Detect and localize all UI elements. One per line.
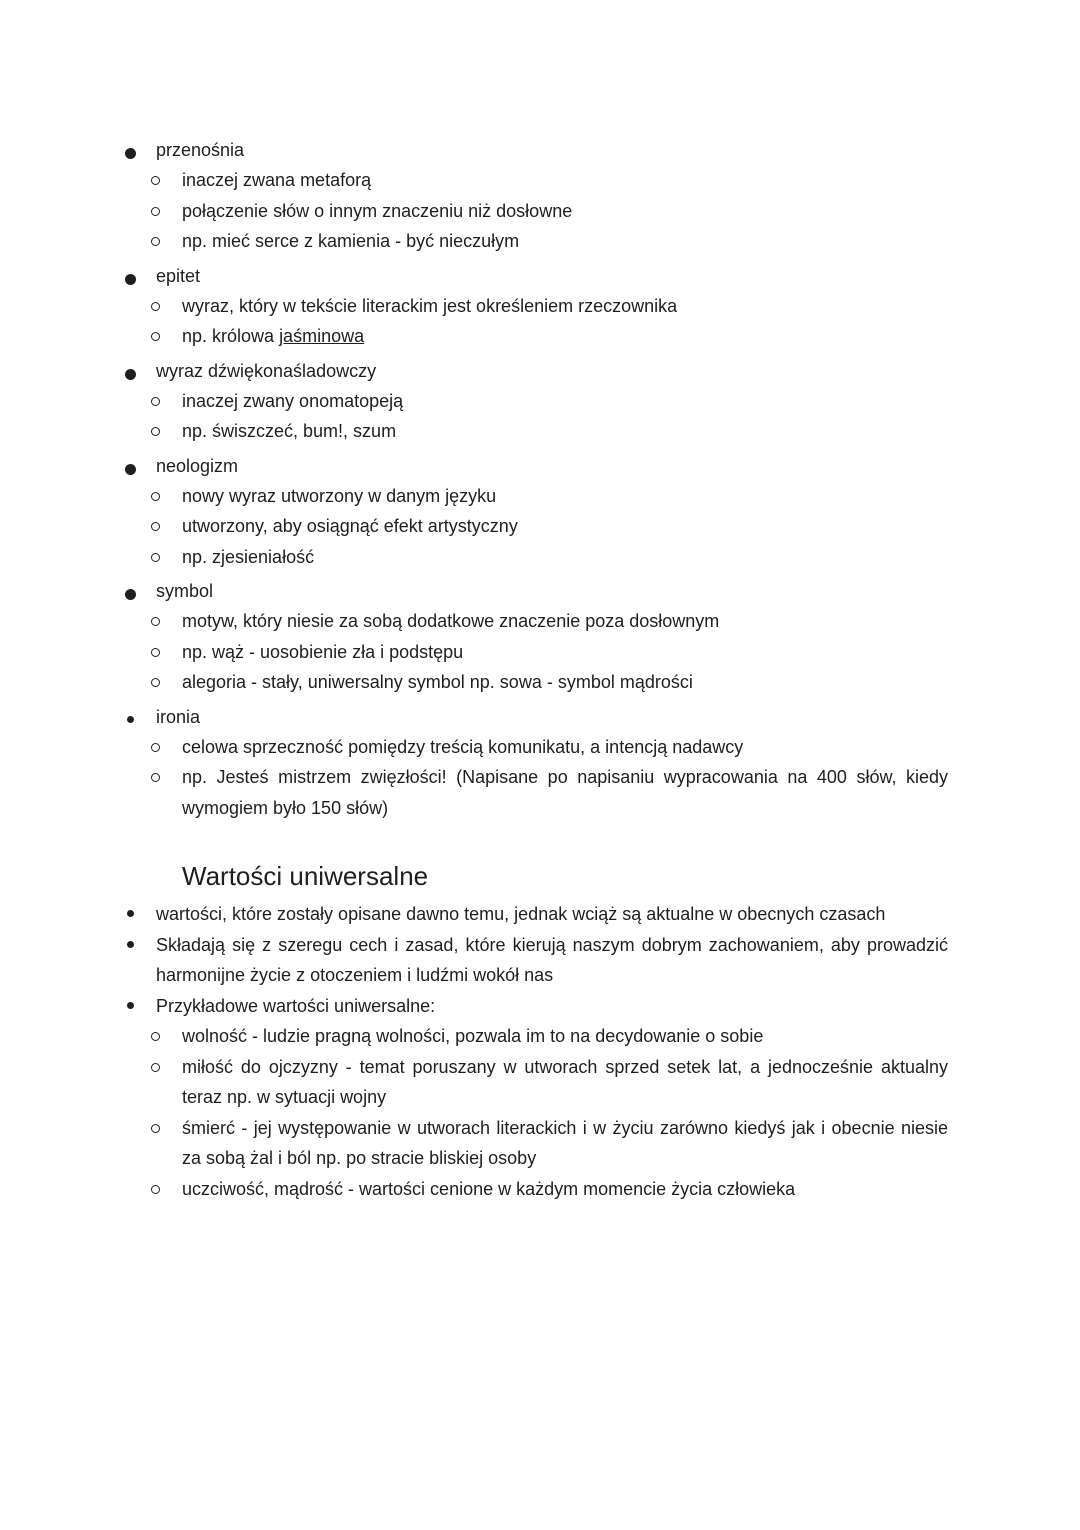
circle-bullet-icon xyxy=(151,332,160,341)
circle-bullet-icon xyxy=(151,648,160,657)
example-text: miłość do ojczyzny - temat poruszany w utworach sprzed setek lat, a jednocześnie aktualny teraz np. w sytuacji wojny xyxy=(182,1056,948,1107)
circle-bullet-icon xyxy=(151,207,160,216)
bullet-icon xyxy=(125,369,136,380)
circle-bullet-icon xyxy=(151,1185,160,1194)
example-prefix: np. królowa xyxy=(182,326,280,346)
point-text: celowa sprzeczność pomiędzy treścią komunikatu, a intencją nadawcy xyxy=(182,736,744,757)
term-label: ironia xyxy=(156,706,201,727)
circle-bullet-icon xyxy=(151,773,160,782)
example-text: wolność - ludzie pragną wolności, pozwala im to na decydowanie o sobie xyxy=(182,1026,764,1046)
point-text: np. wąż - uosobienie zła i podstępu xyxy=(182,641,464,662)
term-label: neologizm xyxy=(156,455,239,476)
sub-list-item xyxy=(156,762,948,823)
circle-bullet-icon xyxy=(151,1124,160,1133)
point-text: alegoria - stały, uniwersalny symbol np. sowa - symbol mądrości xyxy=(182,672,693,692)
sub-list-item xyxy=(156,1021,948,1052)
bullet-icon xyxy=(125,148,136,159)
circle-bullet-icon xyxy=(151,176,160,185)
point-text: utworzony, aby osiągnąć efekt artystyczny xyxy=(182,516,518,536)
list-item xyxy=(0,899,1080,930)
sub-list xyxy=(156,606,948,698)
term-label: przenośnia xyxy=(156,140,245,160)
point-text: wyraz, który w tekście literackim jest określeniem rzeczownika xyxy=(182,295,678,316)
circle-bullet-icon xyxy=(151,492,160,501)
point-text: nowy wyraz utworzony w danym języku xyxy=(182,485,497,506)
bullet-icon xyxy=(127,716,134,723)
bullet-icon xyxy=(125,589,136,600)
circle-bullet-icon xyxy=(151,678,160,687)
point-text: inaczej zwana metaforą xyxy=(182,170,372,190)
point-text: np. świszczeć, bum!, szum xyxy=(182,421,397,441)
term-label: epitet xyxy=(156,265,201,286)
item-text: Przykładowe wartości uniwersalne: xyxy=(156,995,436,1016)
sub-list-item xyxy=(156,732,948,763)
sub-list-item xyxy=(156,165,948,196)
point-text: np. mieć serce z kamienia - być nieczułym xyxy=(182,231,520,251)
sub-list-item xyxy=(156,511,948,542)
sub-list-item xyxy=(156,637,948,668)
sub-list-item xyxy=(156,542,948,573)
bullet-icon xyxy=(125,464,136,475)
item-text: wartości, które zostały opisane dawno temu, jednak wciąż są aktualne w obecnych czasach xyxy=(156,904,886,924)
term-label: symbol xyxy=(156,581,214,601)
list-item xyxy=(0,451,1080,573)
sub-list-item xyxy=(156,1174,948,1205)
list-item xyxy=(0,576,1080,698)
sub-list-item xyxy=(156,606,948,637)
figures-list xyxy=(0,135,1080,823)
list-item xyxy=(0,930,1080,991)
sub-list xyxy=(156,386,948,447)
list-item xyxy=(0,135,1080,257)
section-heading: Wartości uniwersalne xyxy=(182,861,429,891)
point-text: połączenie słów o innym znaczeniu niż dosłowne xyxy=(182,200,573,221)
example-text: uczciwość, mądrość - wartości cenione w każdym momencie życia człowieka xyxy=(182,1178,796,1199)
item-text: Składają się z szeregu cech i zasad, które kierują naszym dobrym zachowaniem, aby prowadzić harmonijne życie z otoczeniem i ludźmi wokół nas xyxy=(156,934,948,985)
list-item xyxy=(0,991,1080,1205)
bullet-icon xyxy=(127,910,134,917)
underlined-example: jaśminowa xyxy=(279,326,365,346)
circle-bullet-icon xyxy=(151,237,160,246)
values-list xyxy=(0,899,1080,1204)
circle-bullet-icon xyxy=(151,302,160,311)
sub-list-item xyxy=(156,196,948,227)
circle-bullet-icon xyxy=(151,1032,160,1041)
bullet-icon xyxy=(125,274,136,285)
point-text: inaczej zwany onomatopeją xyxy=(182,390,404,411)
document-page xyxy=(0,132,1080,1208)
sub-list-item xyxy=(156,226,948,257)
circle-bullet-icon xyxy=(151,1063,160,1072)
sub-list-item xyxy=(156,667,948,698)
sub-list xyxy=(156,165,948,257)
sub-list-item xyxy=(156,386,948,417)
sub-list-item xyxy=(156,321,948,352)
sub-list xyxy=(156,481,948,573)
circle-bullet-icon xyxy=(151,427,160,436)
list-item xyxy=(0,702,1080,824)
sub-list-item xyxy=(156,1113,948,1174)
sub-list-item xyxy=(156,1052,948,1113)
sub-list xyxy=(156,732,948,824)
circle-bullet-icon xyxy=(151,522,160,531)
sub-list-item xyxy=(156,481,948,512)
list-item xyxy=(0,261,1080,352)
point-text: np. zjesieniałość xyxy=(182,546,315,567)
circle-bullet-icon xyxy=(151,617,160,626)
circle-bullet-icon xyxy=(151,743,160,752)
bullet-icon xyxy=(127,941,134,948)
sub-list-item xyxy=(156,416,948,447)
list-item xyxy=(0,356,1080,447)
sub-list-item xyxy=(156,291,948,322)
bullet-icon xyxy=(127,1002,134,1009)
sub-list xyxy=(156,291,948,352)
circle-bullet-icon xyxy=(151,397,160,406)
sub-list xyxy=(156,1021,948,1204)
example-text: śmierć - jej występowanie w utworach literackich i w życiu zarówno kiedyś jak i obecnie niesie za sobą żal i ból np. po stracie bliskiej osoby xyxy=(182,1117,948,1168)
point-text: motyw, który niesie za sobą dodatkowe znaczenie poza dosłownym xyxy=(182,611,720,631)
term-label: wyraz dźwiękonaśladowczy xyxy=(156,360,377,381)
circle-bullet-icon xyxy=(151,553,160,562)
point-text: np. Jesteś mistrzem zwięzłości! (Napisane po napisaniu wypracowania na 400 słów, kiedy wymogiem było 150 słów) xyxy=(182,767,948,818)
